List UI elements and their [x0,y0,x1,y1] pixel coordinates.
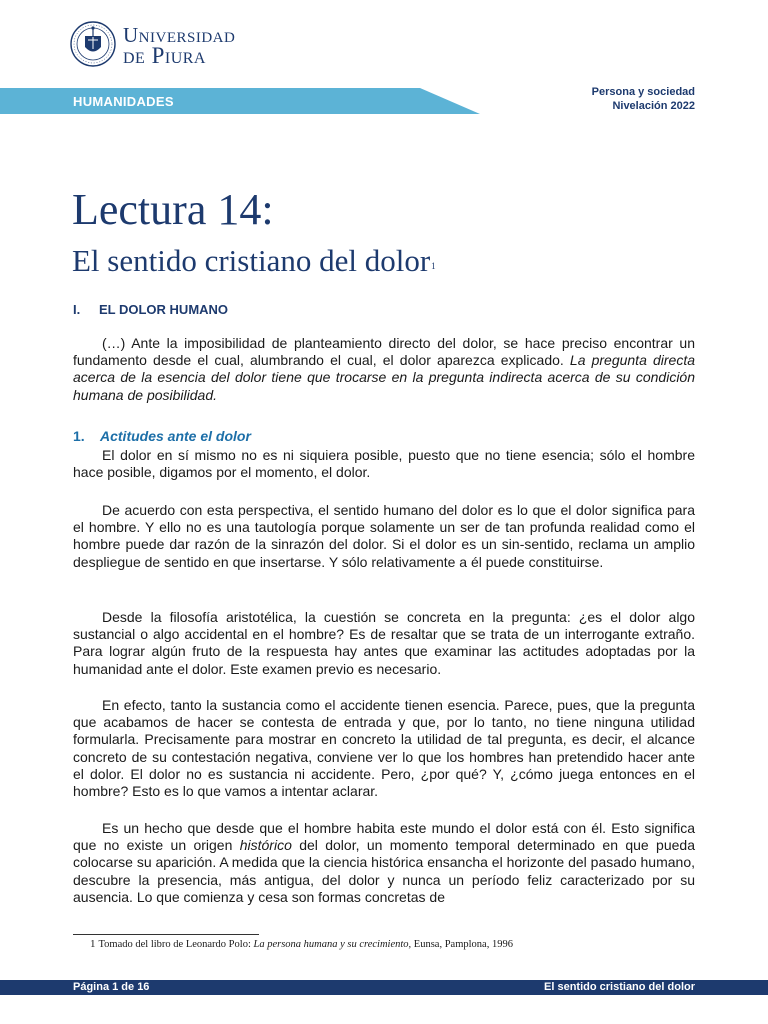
course-term: Nivelación 2022 [612,100,695,112]
paragraph-italic-text: histórico [239,837,292,854]
paragraph: En efecto, tanto la sustancia como el accidente tienen esencia. Parece, pues, que la pregunta que acabamos de hacer se contesta de entrada y que, por lo tanto, no tiene ninguna utilidad formularla. Precisamente para mostrar en concreto la utilidad de tal pregunta, es decir, el alcance concreto de su contestación negativa, conviene ver lo que los hombres han pretendido hacer ante el dolor. El dolor no es sustancia ni accidente. Pero, ¿por qué? Y, ¿cómo juega entonces en el hombre? Esto es lo que vamos a intentar aclarar. [73,697,695,800]
page-title: Lectura 14: [72,185,274,234]
footnote-number: 1 [90,938,96,950]
paragraph [73,820,695,906]
university-seal-icon [70,16,116,72]
footnote-text: Tomado del libro de Leonardo Polo: [98,939,254,950]
section-number: I. [73,302,81,317]
subsection-heading [73,428,251,444]
page-number: Página 1 de 16 [73,981,150,993]
intro-paragraph [73,335,695,404]
intro-italic-text: La pregunta directa acerca de la esencia del dolor tiene que trocarse en la pregunta indirecta acerca de su condición humana de posibilidad. [73,352,695,403]
footer-title: El sentido cristiano del dolor [544,981,695,993]
section-label: EL DOLOR HUMANO [99,302,229,317]
paragraph-text: Es un hecho que desde que el hombre habita este mundo el dolor está con él. Esto significa que no existe un origen [73,820,695,854]
subsection-number: 1. [73,428,85,444]
footnote-ref[interactable]: 1 [431,261,436,271]
paragraph: Desde la filosofía aristotélica, la cuestión se concreta en la pregunta: ¿es el dolor algo sustancial o algo accidental en el hombre? Es de resaltar que se trata de un interrogante extraño. Para lograr algún fruto de la respuesta hay antes que examinar las actitudes adoptadas por la humanidad ante el dolor. Este examen previo es necesario. [73,609,695,677]
page-subtitle [72,243,436,279]
subsection-label: Actitudes ante el dolor [100,428,251,444]
department-label: HUMANIDADES [73,94,174,109]
paragraph: De acuerdo con esta perspectiva, el sentido humano del dolor es lo que el dolor significa para el hombre. Y ello no es una tautología porque solamente un ser de tan profunda realidad como el hombre puede dar razón de la sinrazón del dolor. Si el dolor es un sin-sentido, reclama un amplio despliegue de sentido en que insertarse. Y sólo relativamente a él puede constituirse. [73,502,695,570]
paragraph-text: del dolor, un momento temporal determinado en que pueda colocarse su aparición. A medida que la ciencia histórica ensancha el horizonte del pasado humano, descubre la presencia, más antigua, del dolor y nunca un período feliz caracterizado por su ausencia. Lo que comienza y cesa son formas concretas de [73,837,695,905]
footnote [90,938,513,950]
footnote-publisher: Eunsa, Pamplona, 1996 [411,939,513,950]
paragraph: El dolor en sí mismo no es ni siquiera posible, puesto que no tiene esencia; sólo el hombre hace posible, digamos por el momento, el dolor. [73,447,695,481]
header-band [0,88,480,114]
course-info [592,85,695,113]
footnote-divider [73,934,259,935]
section-heading [73,302,228,317]
subtitle-text: El sentido cristiano del dolor [72,243,431,278]
university-name-line2: de Piura [123,43,206,68]
intro-text: (…) Ante la imposibilidad de planteamiento directo del dolor, se hace preciso encontrar un fundamento desde el cual, alumbrando el cual, el dolor aparezca explicado. [73,335,695,369]
course-name: Persona y sociedad [591,86,695,98]
university-name-line1: Universidad [123,23,236,47]
footnote-book-title: La persona humana y su crecimiento, [253,939,412,950]
